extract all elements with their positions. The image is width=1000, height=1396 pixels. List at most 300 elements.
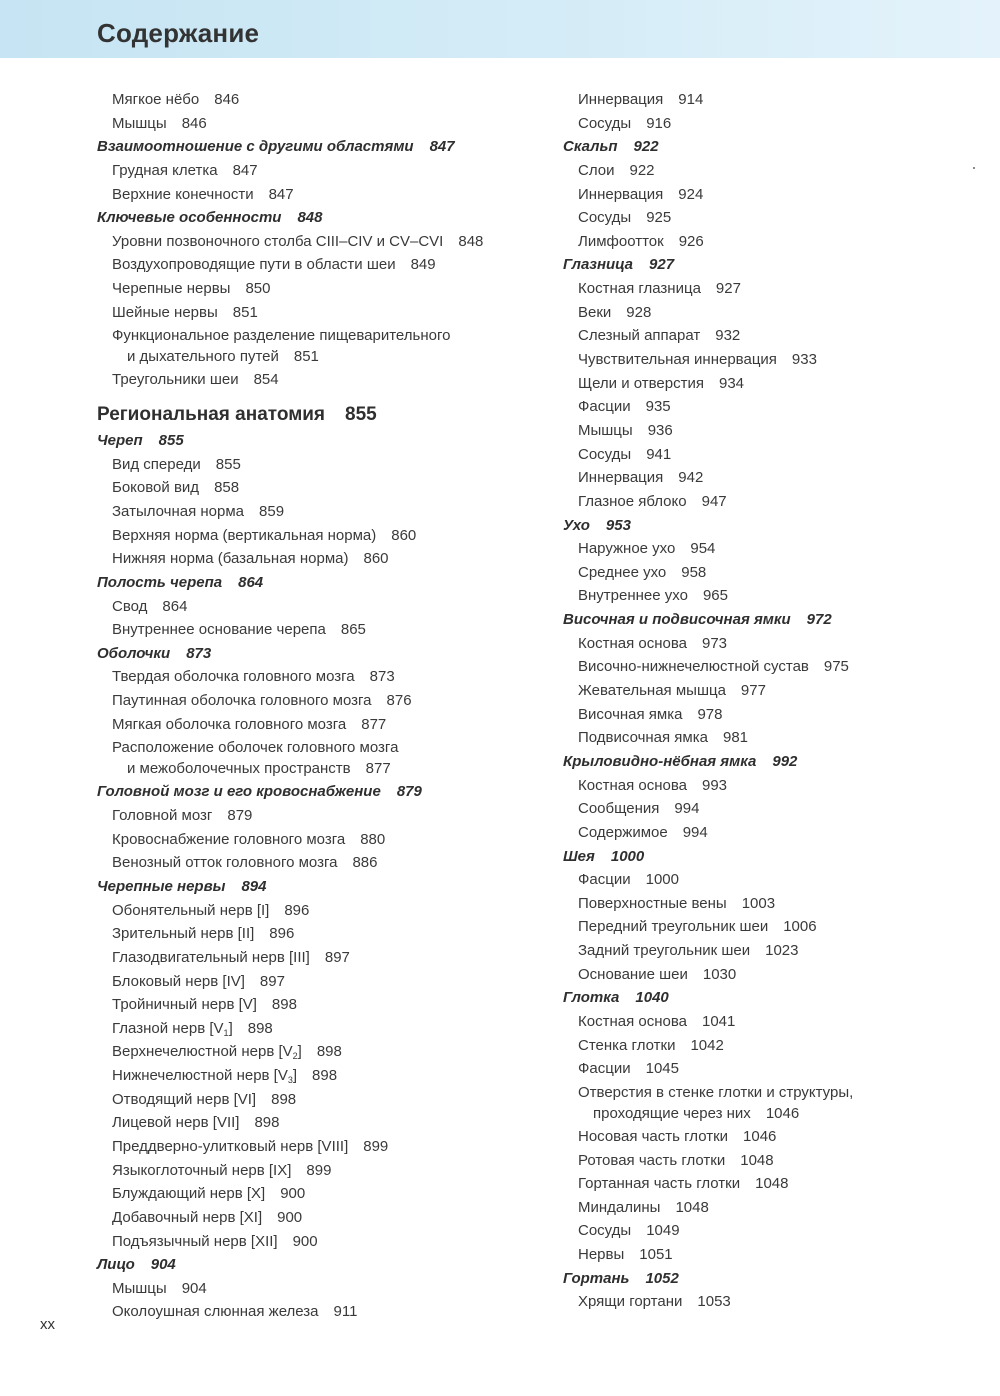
toc-section-heading[interactable]: [563, 750, 983, 774]
toc-entry-page: 911: [333, 1303, 358, 1321]
toc-entry-page: 898: [312, 1067, 338, 1085]
toc-entry-text: Скальп: [563, 138, 618, 156]
toc-entry-text: Внутреннее ухо: [578, 587, 688, 605]
toc-entry-page: 858: [214, 479, 240, 497]
toc-entry[interactable]: [563, 277, 983, 301]
toc-entry-page: 879: [227, 807, 253, 825]
toc-entry[interactable]: [563, 324, 983, 348]
toc-entry[interactable]: [97, 277, 537, 301]
toc-entry-page: 855: [345, 404, 377, 426]
toc-entry-page: 898: [254, 1114, 280, 1132]
toc-entry-page: 1023: [765, 942, 799, 960]
toc-entry[interactable]: [97, 922, 537, 946]
toc-entry-page: 994: [674, 800, 700, 818]
toc-entry[interactable]: [97, 453, 537, 477]
toc-entry[interactable]: [97, 689, 537, 713]
toc-entry-multiline[interactable]: [563, 1081, 983, 1125]
toc-entry[interactable]: [97, 1230, 537, 1254]
toc-entry[interactable]: [97, 547, 537, 571]
toc-entry[interactable]: [97, 665, 537, 689]
toc-entry-text: Преддверно-улитковый нерв [VIII]: [112, 1137, 349, 1155]
toc-entry[interactable]: [97, 899, 537, 923]
toc-entry-text: Глазной нерв [V: [112, 1019, 224, 1037]
toc-entry[interactable]: [97, 500, 537, 524]
toc-entry-text: Наружное ухо: [578, 540, 676, 558]
toc-entry-text-line2: и дыхательного путей: [127, 348, 279, 366]
toc-entry-text: Тройничный нерв [V]: [112, 996, 257, 1014]
toc-entry-page: 900: [277, 1208, 303, 1226]
toc-entry-text: Носовая часть глотки: [578, 1127, 729, 1145]
toc-entry-text: Грудная клетка: [112, 161, 218, 179]
toc-section-heading[interactable]: [97, 135, 537, 159]
toc-entry-text: Оболочки: [97, 644, 171, 662]
toc-entry-text: Сообщения: [578, 800, 660, 818]
toc-entry-text: Костная основа: [578, 776, 687, 794]
toc-entry-page: 877: [365, 760, 391, 778]
toc-entry[interactable]: [563, 584, 983, 608]
toc-entry[interactable]: [97, 524, 537, 548]
toc-entry-text: Веки: [578, 303, 612, 321]
toc-section-heading[interactable]: [97, 875, 537, 899]
toc-entry-page: 965: [702, 587, 728, 605]
toc-entry-text: Сосуды: [578, 114, 632, 132]
toc-entry-text: Добавочный нерв [XI]: [112, 1208, 263, 1226]
toc-entry[interactable]: [97, 183, 537, 207]
toc-section-heading[interactable]: [563, 253, 983, 277]
toc-section-heading[interactable]: [563, 514, 983, 538]
toc-entry[interactable]: [563, 561, 983, 585]
toc-entry-text: Нервы: [578, 1246, 625, 1264]
toc-entry-page: 897: [259, 972, 285, 990]
toc-entry-text: Глазное яблоко: [578, 492, 687, 510]
toc-entry-text: Череп: [97, 432, 143, 450]
toc-entry[interactable]: [563, 230, 983, 254]
toc-entry[interactable]: [563, 1172, 983, 1196]
toc-entry[interactable]: [563, 1243, 983, 1267]
toc-entry[interactable]: [563, 1010, 983, 1034]
toc-entry-page: 992: [772, 752, 798, 770]
toc-entry[interactable]: [563, 1290, 983, 1314]
toc-entry-page: 1003: [741, 894, 776, 912]
toc-entry[interactable]: [563, 774, 983, 798]
toc-entry-page: 850: [245, 280, 271, 298]
toc-entry-page: 898: [247, 1019, 273, 1037]
toc-entry-text: Поверхностные вены: [578, 894, 727, 912]
toc-entry-text: Ключевые особенности: [97, 209, 282, 227]
toc-entry-text: Иннервация: [578, 469, 664, 487]
toc-entry-text: Кровоснабжение головного мозга: [112, 830, 346, 848]
toc-entry-page: 894: [241, 877, 267, 895]
toc-entry-page: 873: [186, 644, 212, 662]
toc-entry-text: Шея: [563, 847, 595, 865]
toc-entry[interactable]: [563, 419, 983, 443]
toc-entry-text: Языкоглоточный нерв [IX]: [112, 1161, 292, 1179]
toc-entry-page: 896: [284, 901, 310, 919]
toc-entry-page: 1046: [765, 1104, 800, 1122]
toc-entry-text: Сосуды: [578, 1222, 632, 1240]
toc-entry-text: Внутреннее основание черепа: [112, 621, 326, 639]
toc-entry-page: 855: [158, 432, 184, 450]
toc-entry-text: Глазница: [563, 256, 634, 274]
toc-entry-text: Иннервация: [578, 91, 664, 108]
toc-entry[interactable]: [97, 828, 537, 852]
toc-entry-page: 1040: [635, 989, 669, 1007]
toc-entry-text: Фасции: [578, 398, 631, 416]
toc-entry-text: Фасции: [578, 1060, 631, 1078]
toc-entry-text-line2: и межоболочечных пространств: [127, 760, 351, 778]
toc-entry[interactable]: [563, 537, 983, 561]
toc-entry-text: Нижняя норма (базальная норма): [112, 550, 349, 568]
toc-entry-page: 972: [806, 611, 832, 629]
toc-entry-text: Стенка глотки: [578, 1036, 676, 1054]
toc-entry-page: 922: [629, 161, 655, 179]
toc-entry-page: 864: [162, 597, 188, 615]
toc-entry[interactable]: [563, 443, 983, 467]
toc-entry-text: Головной мозг: [112, 807, 213, 825]
toc-entry-page: 1053: [697, 1293, 731, 1311]
toc-entry[interactable]: [97, 1064, 537, 1088]
toc-entry-page: 1041: [701, 1012, 736, 1030]
toc-entry[interactable]: [563, 703, 983, 727]
toc-entry-page: 1051: [639, 1246, 673, 1264]
toc-entry[interactable]: [563, 892, 983, 916]
toc-entry-text: Подъязычный нерв [XII]: [112, 1232, 278, 1250]
toc-entry-text: Костная основа: [578, 1012, 687, 1030]
toc-entry-text: Свод: [112, 597, 148, 615]
toc-entry-multiline[interactable]: [97, 736, 537, 780]
toc-entry[interactable]: [97, 1111, 537, 1135]
toc-entry-page: 954: [690, 540, 716, 558]
toc-entry-page: 848: [458, 232, 484, 250]
toc-entry-page: 904: [150, 1256, 176, 1274]
toc-entry[interactable]: [97, 1300, 537, 1324]
toc-entry-text: Сосуды: [578, 445, 632, 463]
toc-entry-page: 900: [280, 1185, 306, 1203]
toc-entry-text: Обонятельный нерв [I]: [112, 901, 270, 919]
toc-entry-page: 847: [232, 161, 258, 179]
toc-entry[interactable]: [97, 993, 537, 1017]
toc-entry-page: 1045: [645, 1060, 679, 1078]
toc-entry[interactable]: [97, 1206, 537, 1230]
toc-entry-text: Височно-нижнечелюстной сустав: [578, 658, 809, 676]
toc-entry-page: 975: [823, 658, 849, 676]
toc-entry-page: 880: [360, 830, 386, 848]
toc-entry-multiline[interactable]: [97, 324, 537, 368]
toc-entry-text: Уровни позвоночного столба CIII–CIV и CV–CVI: [112, 232, 444, 250]
toc-entry-text: Крыловидно-нёбная ямка: [563, 752, 757, 770]
toc-entry-page: 898: [316, 1043, 342, 1061]
toc-entry[interactable]: [97, 368, 537, 392]
toc-entry-text: Взаимоотношение с другими областями: [97, 138, 414, 156]
toc-section-heading[interactable]: [97, 1253, 537, 1277]
toc-entry-page: 859: [259, 502, 285, 520]
toc-entry[interactable]: [563, 1034, 983, 1058]
toc-entry[interactable]: [563, 1057, 983, 1081]
toc-entry[interactable]: [563, 1219, 983, 1243]
toc-entry-text: Верхняя норма (вертикальная норма): [112, 526, 377, 544]
toc-entry-text: Венозный отток головного мозга: [112, 854, 338, 872]
toc-entry-page: 1000: [610, 847, 645, 865]
toc-entry-text: Головной мозг и его кровоснабжение: [97, 783, 381, 801]
toc-entry-text: Костная основа: [578, 634, 687, 652]
toc-entry[interactable]: [563, 112, 983, 136]
toc-entry-page: 993: [701, 776, 728, 794]
toc-entry-page: 978: [697, 705, 723, 723]
toc-section-heading[interactable]: [563, 1267, 983, 1291]
toc-entry[interactable]: [97, 946, 537, 970]
toc-entry-page: 864: [238, 573, 264, 591]
toc-entry-text-tail: ]: [297, 1043, 302, 1061]
toc-entry-page: 941: [646, 445, 672, 463]
toc-entry-text: Глазодвигательный нерв [III]: [112, 948, 310, 966]
toc-entry-page: 942: [678, 469, 704, 487]
toc-entry[interactable]: [563, 206, 983, 230]
toc-section-heading[interactable]: [563, 135, 983, 159]
toc-entry-text: Чувствительная иннервация: [578, 351, 777, 369]
toc-entry-page: 879: [396, 783, 422, 801]
toc-entry-page: 904: [181, 1279, 207, 1297]
toc-entry-text: Полость черепа: [97, 573, 223, 591]
toc-entry-text: Ротовая часть глотки: [578, 1151, 726, 1169]
toc-section-heading[interactable]: [97, 206, 537, 230]
toc-entry-text: Твердая оболочка головного мозга: [112, 668, 355, 686]
toc-entry[interactable]: [97, 112, 537, 136]
toc-entry-text: Черепные нервы: [112, 280, 231, 298]
toc-entry-text-tail: ]: [228, 1019, 233, 1037]
toc-entry-page: 900: [292, 1232, 318, 1250]
toc-section-heading[interactable]: [563, 608, 983, 632]
toc-entry-page: 860: [363, 550, 389, 568]
toc-entry[interactable]: [97, 851, 537, 875]
toc-right-column: [563, 88, 983, 1314]
toc-entry-text: Затылочная норма: [112, 502, 245, 520]
toc-entry-text: Мягкая оболочка головного мозга: [112, 715, 347, 733]
toc-entry[interactable]: [97, 595, 537, 619]
toc-entry-page: 958: [681, 563, 707, 581]
toc-entry-page: 1042: [690, 1036, 724, 1054]
toc-entry[interactable]: [563, 655, 983, 679]
toc-entry[interactable]: [563, 1196, 983, 1220]
toc-entry-text: Мышцы: [112, 1279, 167, 1297]
toc-entry-page: 927: [649, 256, 675, 274]
toc-entry-page: 1048: [755, 1175, 789, 1193]
toc-entry-page: 926: [678, 232, 704, 250]
toc-entry-text: Задний треугольник шеи: [578, 942, 751, 960]
toc-entry[interactable]: [563, 632, 983, 656]
toc-entry-text: Щели и отверстия: [578, 374, 704, 392]
toc-entry-page: 936: [647, 421, 673, 439]
toc-entry-page: 1046: [743, 1127, 777, 1145]
toc-entry-page: 927: [715, 280, 741, 298]
toc-entry-text: Паутинная оболочка головного мозга: [112, 692, 372, 710]
toc-section-heading[interactable]: [97, 642, 537, 666]
toc-entry-text: Височная ямка: [578, 705, 683, 723]
toc-entry[interactable]: [97, 618, 537, 642]
toc-entry[interactable]: [97, 88, 537, 112]
toc-entry-text: Височная и подвисочная ямки: [563, 611, 791, 629]
toc-entry-text: Расположение оболочек головного мозга: [112, 739, 399, 757]
toc-entry-text: Мышцы: [578, 421, 633, 439]
toc-entry-page: 925: [646, 209, 672, 227]
toc-entry-text: Околоушная слюнная железа: [112, 1303, 319, 1321]
toc-entry[interactable]: [563, 797, 983, 821]
toc-entry-text: Костная глазница: [578, 280, 701, 298]
toc-entry-text: Ухо: [563, 516, 590, 534]
toc-entry[interactable]: [563, 868, 983, 892]
toc-part-heading[interactable]: [97, 392, 537, 429]
toc-entry-page: 897: [324, 948, 350, 966]
toc-entry-page: 916: [646, 114, 672, 132]
toc-entry-text: Передний треугольник шеи: [578, 918, 769, 936]
toc-entry[interactable]: [563, 1125, 983, 1149]
toc-entry[interactable]: [563, 679, 983, 703]
toc-entry[interactable]: [97, 230, 537, 254]
page-header: [0, 0, 1000, 58]
toc-entry[interactable]: [97, 804, 537, 828]
toc-entry[interactable]: [97, 301, 537, 325]
toc-entry[interactable]: [563, 183, 983, 207]
toc-entry-text: Миндалины: [578, 1198, 661, 1216]
toc-entry-text: Гортань: [563, 1269, 630, 1287]
toc-section-heading[interactable]: [563, 845, 983, 869]
toc-entry-page: 928: [626, 303, 652, 321]
toc-entry-page: 1030: [702, 965, 737, 983]
toc-entry-text: Зрительный нерв [II]: [112, 925, 255, 943]
toc-entry[interactable]: [97, 159, 537, 183]
toc-section-heading[interactable]: [97, 429, 537, 453]
toc-entry-page: 947: [701, 492, 727, 510]
toc-entry-page: 847: [429, 138, 455, 156]
toc-entry-text: Функциональное разделение пищеварительного: [112, 327, 451, 345]
toc-entry-text: Лимфоотток: [578, 232, 664, 250]
toc-entry-page: 860: [391, 526, 417, 544]
toc-entry-page: 898: [271, 1090, 297, 1108]
toc-entry-page: 973: [701, 634, 728, 652]
toc-entry-page: 924: [678, 185, 704, 203]
toc-entry-text: Хрящи гортани: [578, 1293, 683, 1311]
toc-entry[interactable]: [563, 821, 983, 845]
toc-entry-text: Подвисочная ямка: [578, 729, 708, 747]
toc-entry-text: Основание шеи: [578, 965, 688, 983]
toc-entry[interactable]: [97, 1017, 537, 1041]
toc-entry-text-line2: проходящие через них: [593, 1104, 751, 1122]
toc-entry-page: 1048: [740, 1151, 774, 1169]
toc-left-column: [97, 88, 537, 1324]
toc-entry-page: 1049: [646, 1222, 680, 1240]
toc-entry-text: Вид спереди: [112, 455, 201, 473]
toc-entry[interactable]: [563, 915, 983, 939]
toc-entry[interactable]: [563, 348, 983, 372]
page-title: Содержание: [97, 18, 260, 48]
toc-entry-page: 1052: [645, 1269, 679, 1287]
toc-entry-page: 1000: [645, 871, 679, 889]
toc-entry-text: Лицо: [97, 1256, 135, 1274]
toc-entry-page: 994: [682, 823, 708, 841]
toc-entry-page: 854: [253, 371, 279, 389]
toc-section-heading[interactable]: [97, 571, 537, 595]
toc-entry-page: 873: [369, 668, 395, 686]
toc-entry[interactable]: [97, 970, 537, 994]
toc-section-heading[interactable]: [563, 986, 983, 1010]
toc-entry[interactable]: [563, 301, 983, 325]
toc-entry[interactable]: [97, 713, 537, 737]
toc-entry-text: Фасции: [578, 871, 631, 889]
toc-entry[interactable]: [563, 726, 983, 750]
toc-entry-text: Региональная анатомия: [97, 404, 326, 426]
toc-entry-text: Сосуды: [578, 209, 632, 227]
toc-entry-text: Содержимое: [578, 823, 668, 841]
toc-entry-page: 899: [363, 1137, 389, 1155]
toc-entry-text: Гортанная часть глотки: [578, 1175, 741, 1193]
print-speck: [973, 167, 975, 169]
toc-entry[interactable]: [563, 1149, 983, 1173]
toc-entry-page: 933: [791, 351, 817, 369]
toc-entry-page: 899: [306, 1161, 332, 1179]
toc-section-heading[interactable]: [97, 780, 537, 804]
toc-entry[interactable]: [563, 372, 983, 396]
toc-entry[interactable]: [97, 1182, 537, 1206]
page-number: xx: [40, 1316, 55, 1333]
toc-entry[interactable]: [563, 159, 983, 183]
toc-entry-page: 849: [410, 256, 436, 274]
toc-entry-text: Лицевой нерв [VII]: [112, 1114, 240, 1132]
toc-entry-page: 876: [386, 692, 412, 710]
toc-entry-page: 846: [214, 91, 240, 108]
toc-entry-text: Боковой вид: [112, 479, 200, 497]
toc-entry-page: 953: [605, 516, 631, 534]
toc-entry[interactable]: [97, 253, 537, 277]
toc-entry-page: 935: [645, 398, 671, 416]
toc-entry[interactable]: [97, 476, 537, 500]
toc-entry[interactable]: [97, 1159, 537, 1183]
toc-entry-page: 865: [340, 621, 366, 639]
toc-entry-text: Шейные нервы: [112, 303, 218, 321]
toc-entry-subscript: 3: [287, 1075, 293, 1086]
toc-entry[interactable]: [97, 1135, 537, 1159]
toc-entry-text: Слезный аппарат: [578, 327, 701, 345]
toc-entry-page: 877: [361, 715, 387, 733]
toc-entry-page: 922: [633, 138, 659, 156]
toc-entry[interactable]: [97, 1088, 537, 1112]
toc-entry[interactable]: [563, 963, 983, 987]
toc-entry-page: 855: [215, 455, 241, 473]
toc-entry-page: 896: [269, 925, 295, 943]
toc-entry[interactable]: [97, 1040, 537, 1064]
toc-entry-page: 851: [232, 303, 258, 321]
toc-entry-page: 914: [678, 91, 704, 108]
toc-entry[interactable]: [563, 939, 983, 963]
toc-entry-text: Мышцы: [112, 114, 167, 132]
toc-entry-text-cont: [112, 346, 537, 367]
toc-entry-page: 977: [740, 682, 766, 700]
toc-entry-page: 846: [181, 114, 207, 132]
toc-entry-page: 851: [293, 348, 319, 366]
toc-entry[interactable]: [563, 88, 983, 112]
toc-entry-text: Верхнечелюстной нерв [V: [112, 1043, 293, 1061]
toc-entry[interactable]: [563, 466, 983, 490]
toc-entry-text: Среднее ухо: [578, 563, 667, 581]
toc-entry-page: 1048: [675, 1198, 709, 1216]
toc-entry[interactable]: [563, 395, 983, 419]
toc-entry-page: 981: [722, 729, 749, 747]
toc-entry-subscript: 2: [292, 1051, 298, 1062]
toc-entry[interactable]: [97, 1277, 537, 1301]
toc-entry-page: 848: [297, 209, 323, 227]
toc-entry-text: Отверстия в стенке глотки и структуры,: [578, 1083, 854, 1101]
toc-entry-text: Блоковый нерв [IV]: [112, 972, 245, 990]
toc-entry[interactable]: [563, 490, 983, 514]
toc-entry-text: Воздухопроводящие пути в области шеи: [112, 256, 396, 274]
